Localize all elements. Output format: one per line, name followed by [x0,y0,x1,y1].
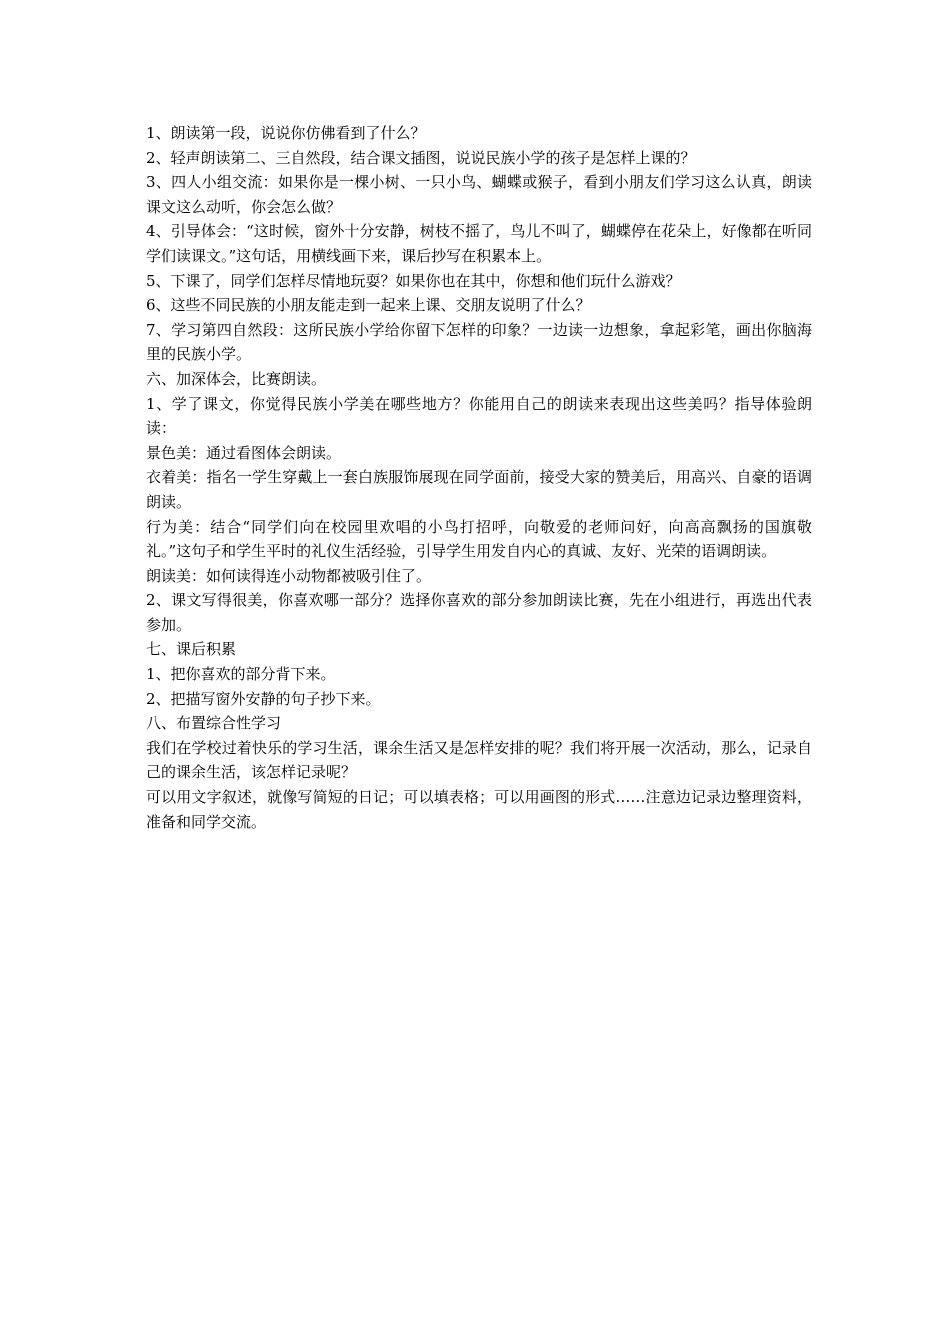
paragraph-scenery-beauty: 景色美：通过看图体会朗读。 [146,443,342,462]
paragraph-clothing-beauty: 衣着美：指名一学生穿戴上一套白族服饰展现在同学面前，接受大家的赞美后，用高兴、自豪的语调朗读。 [146,468,812,511]
paragraph-question-2: 2、轻声朗读第二、三自然段，结合课文插图，说说民族小学的孩子是怎样上课的？ [146,148,696,167]
document-body [146,121,812,834]
paragraph-activity-intro: 我们在学校过着快乐的学习生活，课余生活又是怎样安排的呢？我们将开展一次活动，那么，记录自己的课余生活，该怎样记录呢？ [146,738,812,782]
paragraph-reading-contest: 2、课文写得很美，你喜欢哪一部分？选择你喜欢的部分参加朗读比赛，先在小组进行，再选出代表参加。 [146,591,812,634]
paragraph-reading-guide: 1、学了课文，你觉得民族小学美在哪些地方？你能用自己的朗读来表现出这些美吗？指导体验朗读： [146,394,812,438]
paragraph-recite: 1、把你喜欢的部分背下来。 [146,665,336,684]
paragraph-question-4: 4、引导体会：“这时候，窗外十分安静，树枝不摇了，鸟儿不叫了，蝴蝶停在花朵上，好像都在听同学们读课文。”这句话，用横线画下来，课后抄写在积累本上。 [146,222,812,265]
paragraph-reading-beauty: 朗读美：如何读得连小动物都被吸引住了。 [146,566,432,585]
paragraph-copy-sentences: 2、把描写窗外安静的句子抄下来。 [146,689,381,708]
paragraph-activity-methods: 可以用文字叙述，就像写简短的日记；可以填表格；可以用画图的形式……注意边记录边整理资料，准备和同学交流。 [146,788,812,831]
section-heading-6: 六、加深体会，比赛朗读。 [146,369,327,388]
paragraph-question-5: 5、下课了，同学们怎样尽情地玩耍？如果你也在其中，你想和他们玩什么游戏？ [146,271,681,290]
section-heading-8: 八、布置综合性学习 [146,714,282,733]
paragraph-question-7: 7、学习第四自然段：这所民族小学给你留下怎样的印象？一边读一边想象，拿起彩笔，画出你脑海里的民族小学。 [146,320,812,364]
section-heading-7: 七、课后积累 [146,640,237,659]
paragraph-question-6: 6、这些不同民族的小朋友能走到一起来上课、交朋友说明了什么？ [146,296,591,315]
paragraph-behavior-beauty: 行为美：结合“同学们向在校园里欢唱的小鸟打招呼，向敬爱的老师问好，向高高飘扬的国旗敬礼。”这句子和学生平时的礼仪生活经验，引导学生用发自内心的真诚、友好、光荣的语调朗读。 [146,517,812,561]
paragraph-question-1: 1、朗读第一段，说说你仿佛看到了什么？ [146,124,426,142]
paragraph-question-3: 3、四人小组交流：如果你是一棵小树、一只小鸟、蝴蝶或猴子，看到小朋友们学习这么认真，朗读课文这么动听，你会怎么做？ [146,173,812,216]
